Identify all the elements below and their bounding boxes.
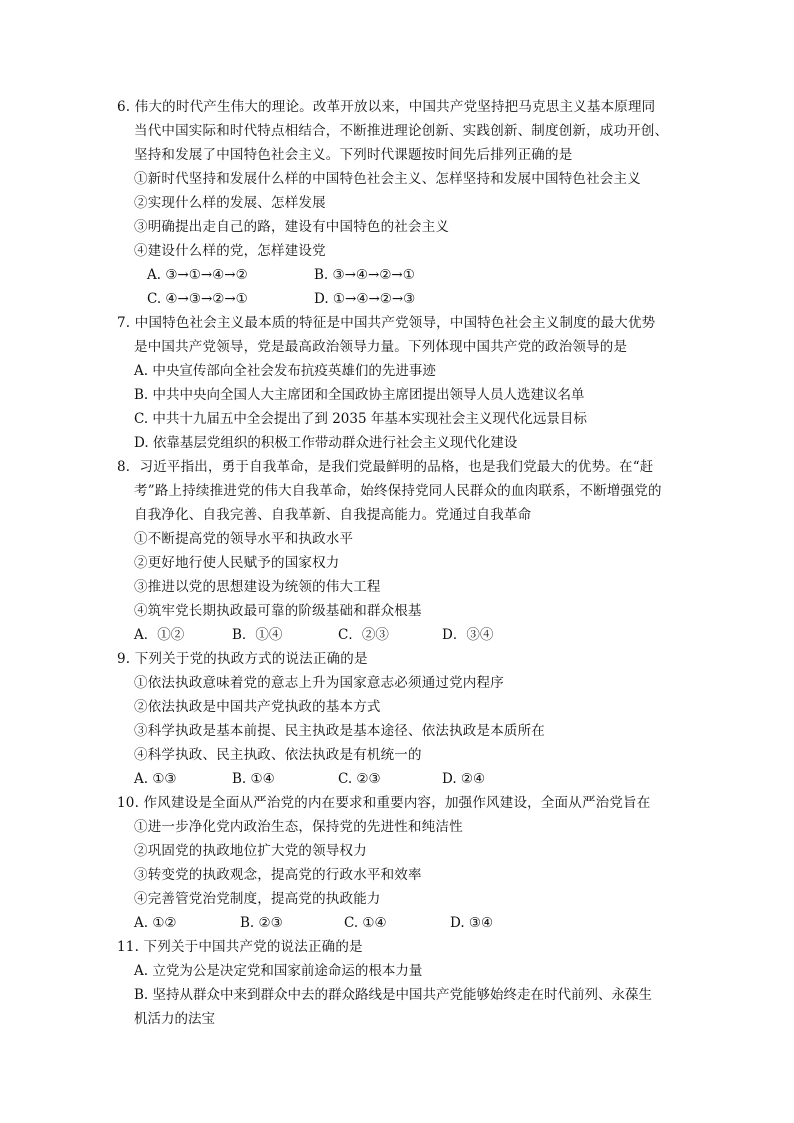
question-6-item-1: ①新时代坚持和发展什么样的中国特色社会主义、怎样坚持和发展中国特色社会主义 (134, 171, 641, 187)
question-8-stem-line-1: 8．习近平指出，勇于自我革命，是我们党最鲜明的品格，也是我们党最大的优势。在“赶 (117, 459, 654, 475)
question-8-item-3: ③推进以党的思想建设为统领的伟大工程 (134, 579, 381, 595)
question-8-stem-line-2: 考”路上持续推进党的伟大自我革命，始终保持党同人民群众的血肉联系，不断增强党的 (134, 483, 662, 499)
question-7-option-b: B. 中共中央向全国人大主席团和全国政协主席团提出领导人员人选建议名单 (134, 387, 585, 403)
question-9-stem-line-1: 9. 下列关于党的执政方式的说法正确的是 (117, 651, 368, 667)
question-6-stem-line-3: 坚持和发展了中国特色社会主义。下列时代课题按时间先后排列正确的是 (134, 147, 573, 163)
question-11-stem-line-1: 11. 下列关于中国共产党的说法正确的是 (117, 939, 363, 955)
question-9-option-b: B. ①④ (232, 771, 275, 787)
question-6-item-3: ③明确提出走自己的路，建设有中国特色的社会主义 (134, 219, 450, 235)
question-10-option-d: D. ③④ (450, 915, 494, 931)
question-8-option-c: C．②③ (338, 627, 389, 643)
question-10-item-1: ①进一步净化党内政治生态，保持党的先进性和纯洁性 (134, 819, 463, 835)
question-6-stem-line-1: 6. 伟大的时代产生伟大的理论。改革开放以来，中国共产党坚持把马克思主义基本原理同 (117, 99, 656, 115)
question-8-option-a: A．①② (134, 627, 185, 643)
question-10-option-b: B. ②③ (240, 915, 283, 931)
question-9-item-4: ④科学执政、民主执政、依法执政是有机统一的 (134, 747, 422, 763)
question-7-option-c: C. 中共十九届五中全会提出了到 2035 年基本实现社会主义现代化远景目标 (134, 411, 587, 427)
question-9-option-a: A. ①③ (134, 771, 177, 787)
question-6-option-a: A. ③→①→④→② (147, 267, 248, 283)
question-7-option-d: D. 依靠基层党组织的积极工作带动群众进行社会主义现代化建设 (134, 435, 518, 451)
question-6-option-b: B. ③→④→②→① (314, 267, 415, 283)
question-10-item-2: ②巩固党的执政地位扩大党的领导权力 (134, 843, 367, 859)
question-9-item-1: ①依法执政意味着党的意志上升为国家意志必须通过党内程序 (134, 675, 504, 691)
question-10-option-a: A. ①② (134, 915, 177, 931)
question-6-option-c: C. ④→③→②→① (147, 291, 248, 307)
question-8-option-b: B．①④ (232, 627, 283, 643)
question-9-option-c: C. ②③ (338, 771, 381, 787)
question-9-item-3: ③科学执政是基本前提、民主执政是基本途径、依法执政是本质所在 (134, 723, 545, 739)
question-7-option-a: A. 中央宣传部向全社会发布抗疫英雄们的先进事迹 (134, 363, 436, 379)
question-10-item-3: ③转变党的执政观念，提高党的行政水平和效率 (134, 867, 422, 883)
question-9-item-2: ②依法执政是中国共产党执政的基本方式 (134, 699, 381, 715)
question-11-option-b: B. 坚持从群众中来到群众中去的群众路线是中国共产党能够始终走在时代前列、永葆生 (134, 987, 653, 1003)
question-10-item-4: ④完善管党治党制度，提高党的执政能力 (134, 891, 381, 907)
question-9-option-d: D. ②④ (442, 771, 486, 787)
question-6-item-4: ④建设什么样的党，怎样建设党 (134, 243, 326, 259)
question-11-option-a: A. 立党为公是决定党和国家前途命运的根本力量 (134, 963, 423, 979)
question-6-option-d: D. ①→④→②→③ (314, 291, 416, 307)
question-7-stem-line-1: 7. 中国特色社会主义最本质的特征是中国共产党领导，中国特色社会主义制度的最大优势 (117, 315, 656, 331)
question-8-item-2: ②更好地行使人民赋予的国家权力 (134, 555, 340, 571)
question-10-stem-line-1: 10. 作风建设是全面从严治党的内在要求和重要内容，加强作风建设，全面从严治党旨在 (117, 795, 651, 811)
question-8-item-4: ④筑牢党长期执政最可靠的阶级基础和群众根基 (134, 603, 422, 619)
question-8-item-1: ①不断提高党的领导水平和执政水平 (134, 531, 354, 547)
question-10-option-c: C. ①④ (344, 915, 387, 931)
question-8-option-d: D．③④ (442, 627, 494, 643)
question-6-item-2: ②实现什么样的发展、怎样发展 (134, 195, 326, 211)
question-7-stem-line-2: 是中国共产党领导，党是最高政治领导力量。下列体现中国共产党的政治领导的是 (134, 339, 628, 355)
question-6-stem-line-2: 当代中国实际和时代特点相结合，不断推进理论创新、实践创新、制度创新，成功开创、 (134, 123, 669, 139)
question-8-stem-line-3: 自我净化、自我完善、自我革新、自我提高能力。党通过自我革命 (134, 507, 532, 523)
question-11-option-b-continued: 机活力的法宝 (134, 1011, 215, 1027)
